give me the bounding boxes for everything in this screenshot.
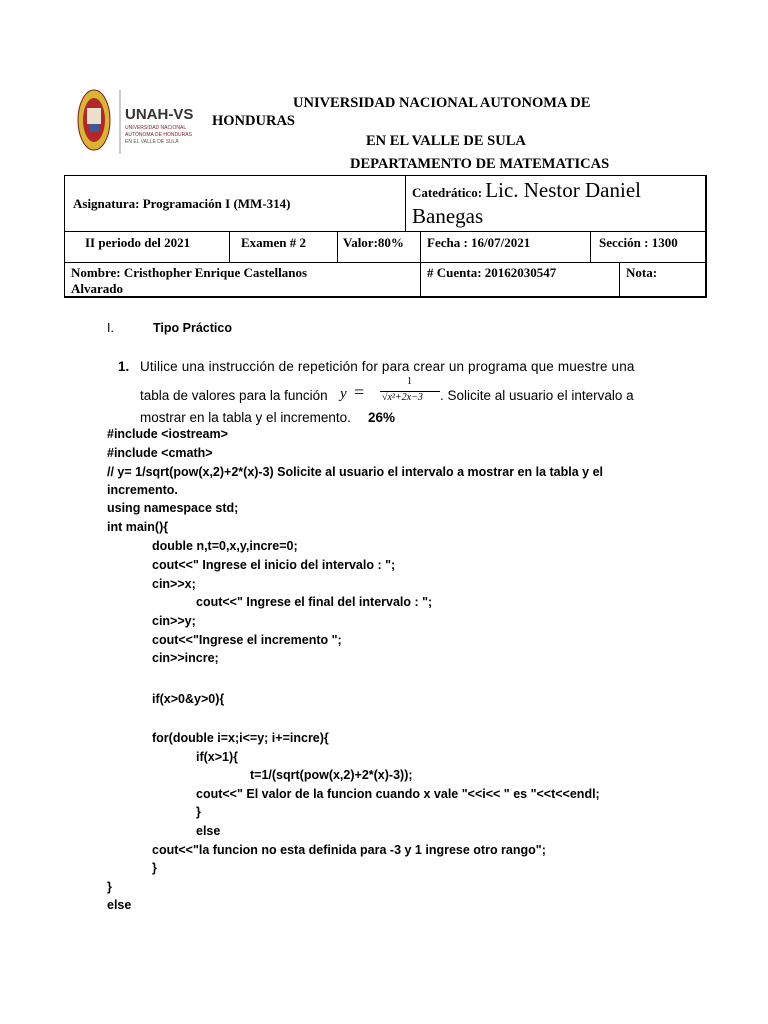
question-line-1: Utilice una instrucción de repetición for para crear un programa que muestre una [140, 359, 635, 374]
examen-cell [229, 231, 338, 263]
asignatura-text: Asignatura: Programación I (MM-314) [73, 196, 291, 211]
fecha-cell [420, 231, 591, 263]
code-line: cin>>incre; [152, 651, 219, 665]
code-line: } [152, 861, 157, 875]
code-line: using namespace std; [107, 501, 239, 515]
formula-numerator: 1 [407, 376, 412, 387]
university-name: UNIVERSIDAD NACIONAL AUTONOMA DE [293, 95, 591, 111]
code-line: } [107, 880, 112, 894]
section-numeral: I. [107, 321, 114, 335]
code-line: cout<<" Ingrese el final del intervalo : "; [196, 595, 433, 609]
periodo-cell [64, 231, 230, 263]
code-line: cout<<" Ingrese el inicio del intervalo : "; [152, 558, 396, 572]
code-line: if(x>0&y>0){ [152, 692, 225, 706]
code-line: cout<<" El valor de la funcion cuando x vale "<<i<< " es "<<t<<endl; [196, 787, 600, 801]
formula [340, 376, 445, 408]
examen-text: Examen # 2 [241, 235, 306, 250]
code-line: cin>>y; [152, 614, 196, 628]
catedratico-label: Catedrático: [412, 185, 483, 200]
catedratico-name-cont: Banegas [412, 204, 484, 228]
logo-subtext-2: AUTÓNOMA DE HONDURAS [125, 132, 192, 138]
formula-y: y [340, 386, 347, 402]
code-line: t=1/(sqrt(pow(x,2)+2*(x)-3)); [250, 768, 413, 782]
nombre-cell [64, 262, 421, 298]
code-line: #include <cmath> [107, 446, 213, 460]
seccion-cell [590, 231, 707, 263]
question-line-2a: tabla de valores para la función [140, 388, 328, 403]
code-line: else [196, 824, 221, 838]
university-name-cont: HONDURAS [212, 113, 295, 129]
code-line: cout<<"Ingrese el incremento "; [152, 633, 342, 647]
logo-subtext-3: EN EL VALLE DE SULA [125, 139, 179, 145]
department-name: DEPARTAMENTO DE MATEMATICAS [350, 156, 610, 172]
code-line: #include <iostream> [107, 427, 228, 441]
question-number: 1. [118, 359, 130, 374]
exam-info-table [64, 175, 706, 297]
question-points: 26% [368, 410, 396, 425]
valor-text: Valor:80% [343, 235, 404, 250]
catedratico-cell [405, 175, 707, 232]
nota-text: Nota: [626, 265, 658, 280]
code-line: cout<<"la funcion no esta definida para -3 y 1 ingrese otro rango"; [152, 843, 546, 857]
fecha-text: Fecha : 16/07/2021 [427, 235, 531, 250]
question-line-3: mostrar en la tabla y el incremento. [140, 410, 351, 425]
code-line: if(x>1){ [196, 750, 239, 764]
asignatura-cell [64, 175, 406, 232]
section-title: Tipo Práctico [153, 321, 232, 335]
seccion-text: Sección : 1300 [599, 235, 678, 250]
code-line: double n,t=0,x,y,incre=0; [152, 539, 298, 553]
valor-cell [337, 231, 421, 263]
logo-text: UNAH-VS [125, 106, 194, 123]
catedratico-name: Lic. Nestor Daniel [485, 178, 641, 202]
code-line: cin>>x; [152, 577, 196, 591]
code-line: else [107, 898, 132, 912]
code-line: incremento. [107, 483, 178, 497]
formula-denominator: √x²+2x−3 [382, 392, 423, 403]
nombre-text-cont: Alvarado [71, 281, 123, 296]
periodo-text: II periodo del 2021 [85, 235, 191, 250]
logo-subtext-1: UNIVERSIDAD NACIONAL [125, 125, 187, 131]
code-line: for(double i=x;i<=y; i+=incre){ [152, 731, 329, 745]
nombre-text: Nombre: Cristhopher Enrique Castellanos [71, 265, 308, 280]
nota-cell [619, 262, 707, 298]
code-line: // y= 1/sqrt(pow(x,2)+2*(x)-3) Solicite al usuario el intervalo a mostrar en la tabla y el [107, 465, 604, 479]
question-line-2b: . Solicite al usuario el intervalo a [440, 388, 634, 403]
cuenta-text: # Cuenta: 20162030547 [427, 265, 557, 280]
cuenta-cell [420, 262, 620, 298]
campus-name: EN EL VALLE DE SULA [366, 133, 526, 149]
code-line: int main(){ [107, 520, 169, 534]
formula-eq: = [354, 382, 365, 402]
code-line: } [196, 805, 201, 819]
